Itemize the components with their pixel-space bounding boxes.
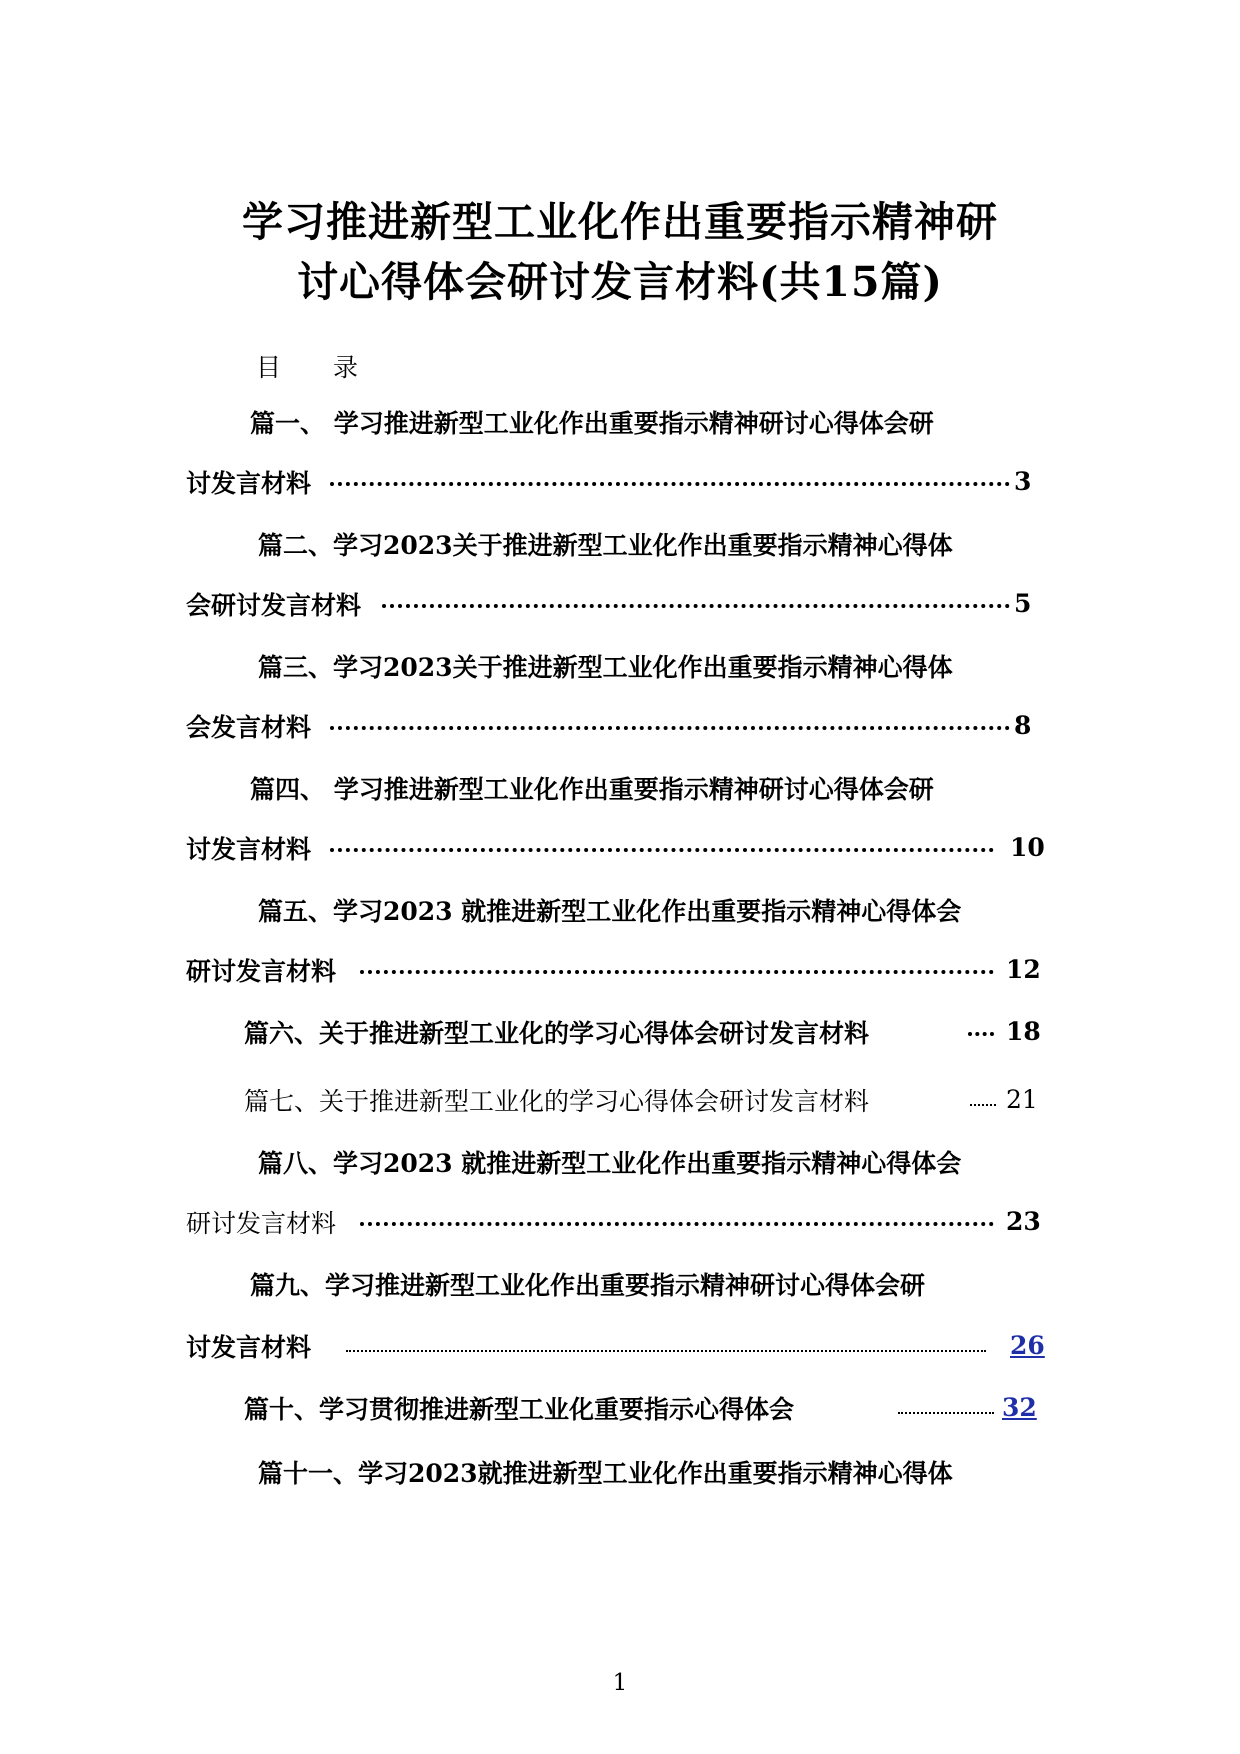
document-title xyxy=(150,192,1090,312)
toc-entry-label: 篇七、关于推进新型工业化的学习心得体会研讨发言材料 xyxy=(244,1086,870,1116)
toc-entry-label: 研讨发言材料 xyxy=(186,956,337,986)
toc-leader-dots xyxy=(968,1032,994,1036)
toc-entry-label: 研讨发言材料 xyxy=(186,1208,337,1238)
toc-entry-3-line-1[interactable] xyxy=(258,646,953,688)
toc-page-number[interactable]: 23 xyxy=(1006,1207,1041,1236)
toc-entry-label: 篇一、 学习推进新型工业化作出重要指示精神研讨心得体会研 xyxy=(250,408,934,438)
toc-entry-5-line-1[interactable] xyxy=(258,890,961,932)
toc-entry-label: 篇十、学习贯彻推进新型工业化重要指示心得体会 xyxy=(244,1394,795,1424)
toc-entry-4-line-1[interactable] xyxy=(250,768,934,810)
page-number: 1 xyxy=(612,1670,628,1696)
toc-page-number[interactable]: 10 xyxy=(1010,833,1045,862)
toc-entry-label: 篇四、 学习推进新型工业化作出重要指示精神研讨心得体会研 xyxy=(250,774,934,804)
toc-entry-2-line-2[interactable] xyxy=(186,584,361,626)
toc-entry-5-line-2[interactable] xyxy=(186,950,336,992)
toc-entry-1-line-2[interactable] xyxy=(186,462,311,504)
toc-entry-label: 篇十一、学习2023就推进新型工业化作出重要指示精神心得体 xyxy=(258,1458,953,1488)
toc-heading: 目 录 xyxy=(256,353,380,382)
toc-page-number[interactable]: 12 xyxy=(1006,955,1041,984)
toc-leader-dots xyxy=(970,1104,996,1106)
toc-entry-label: 讨发言材料 xyxy=(186,834,312,864)
toc-page-number[interactable]: 21 xyxy=(1006,1085,1038,1114)
toc-leader-dots xyxy=(330,848,994,852)
toc-entry-8-line-1[interactable] xyxy=(258,1142,961,1184)
toc-entry-10[interactable] xyxy=(244,1388,794,1430)
toc-entry-3-line-2[interactable] xyxy=(186,706,311,748)
toc-leader-dots xyxy=(346,1350,986,1352)
toc-leader-dots xyxy=(898,1412,994,1414)
toc-entry-label: 讨发言材料 xyxy=(186,1332,312,1362)
toc-entry-9-line-2[interactable] xyxy=(186,1326,311,1368)
toc-page-link[interactable]: 32 xyxy=(1002,1393,1037,1422)
toc-leader-dots xyxy=(360,970,994,974)
toc-entry-11-line-1[interactable] xyxy=(258,1452,953,1494)
toc-leader-dots xyxy=(330,482,1010,486)
toc-page-number[interactable]: 3 xyxy=(1014,467,1032,496)
toc-leader-dots xyxy=(330,726,1010,730)
toc-entry-4-line-2[interactable] xyxy=(186,828,311,870)
toc-entry-label: 会发言材料 xyxy=(186,712,312,742)
toc-leader-dots xyxy=(360,1222,994,1226)
toc-entry-label: 篇六、关于推进新型工业化的学习心得体会研讨发言材料 xyxy=(244,1018,870,1048)
toc-leader-dots xyxy=(382,604,1010,608)
toc-entry-9-line-1[interactable] xyxy=(250,1264,925,1306)
toc-page-link[interactable]: 26 xyxy=(1010,1331,1045,1360)
toc-entry-8-line-2[interactable] xyxy=(186,1202,336,1244)
toc-entry-label: 会研讨发言材料 xyxy=(186,590,362,620)
toc-entry-label: 讨发言材料 xyxy=(186,468,312,498)
toc-entry-label: 篇八、学习2023 就推进新型工业化作出重要指示精神心得体会 xyxy=(258,1148,962,1178)
toc-entry-label: 篇二、学习2023关于推进新型工业化作出重要指示精神心得体 xyxy=(258,530,953,560)
toc-page-number[interactable]: 5 xyxy=(1014,589,1032,618)
toc-page-number[interactable]: 18 xyxy=(1006,1017,1041,1046)
toc-entry-label: 篇三、学习2023关于推进新型工业化作出重要指示精神心得体 xyxy=(258,652,953,682)
toc-entry-1-line-1[interactable] xyxy=(250,402,934,444)
toc-entry-6[interactable] xyxy=(244,1012,869,1054)
toc-entry-label: 篇五、学习2023 就推进新型工业化作出重要指示精神心得体会 xyxy=(258,896,962,926)
toc-page-number[interactable]: 8 xyxy=(1014,711,1032,740)
toc-entry-label: 篇九、学习推进新型工业化作出重要指示精神研讨心得体会研 xyxy=(250,1270,926,1300)
toc-entry-2-line-1[interactable] xyxy=(258,524,953,566)
toc-entry-7[interactable] xyxy=(244,1080,869,1122)
title-line-2: 讨心得体会研讨发言材料(共15篇) xyxy=(297,258,943,306)
title-line-1: 学习推进新型工业化作出重要指示精神研 xyxy=(242,198,998,246)
